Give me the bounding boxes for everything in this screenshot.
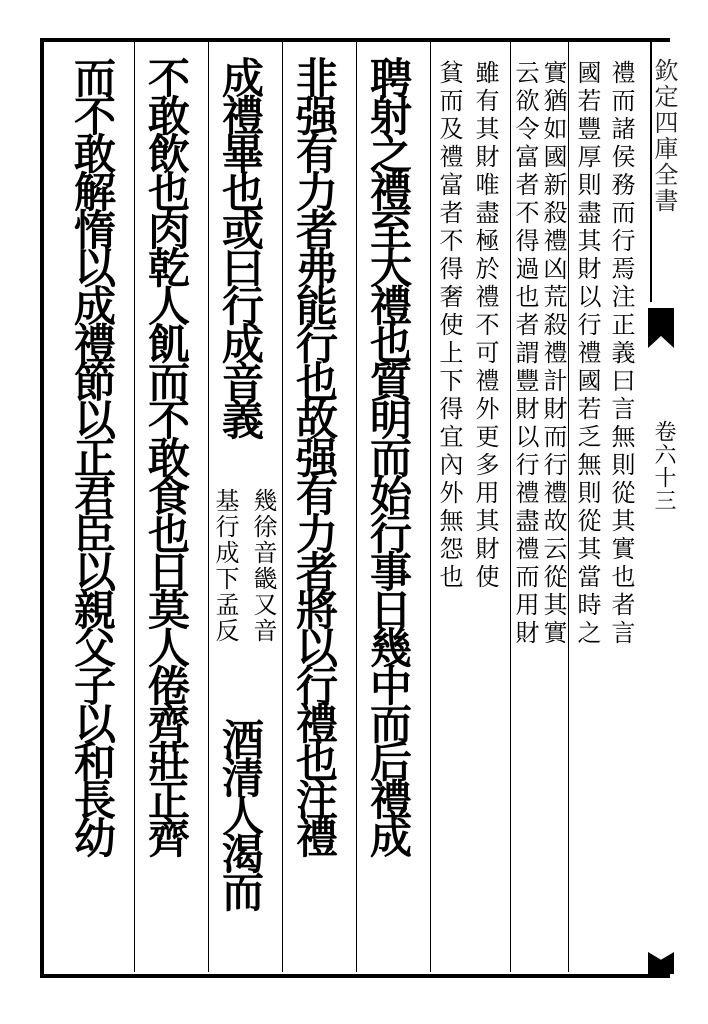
text-column-5: 雖有其財唯盡極於禮不可禮外更多用其財使: [471, 60, 499, 592]
text-column-11: 而不敢解惰以成禮節以正君臣以親父子以和長幼: [68, 56, 117, 854]
text-column-9c: 酒清人渴而: [216, 718, 265, 908]
text-column-4: 云欲令富者不得過也者謂豐財以行禮盡禮而用財: [511, 60, 539, 648]
column-rule: [356, 42, 357, 972]
column-rule: [134, 42, 135, 972]
text-column-9a: 成禮畢也或曰行成音義: [216, 56, 265, 436]
text-column-7: 聘射之禮至大禮也質明而始行事日幾中而后禮成: [364, 56, 413, 854]
library-title: 欽定四庫全書: [650, 58, 678, 214]
column-rule: [208, 42, 209, 972]
text-column-3: 實猶如國新殺禮凶荒殺禮計財而行禮故云從其實: [539, 60, 567, 648]
text-column-9b-right: 幾徐音畿又音: [249, 488, 277, 644]
text-column-2: 國若豐厚則盡其財以行禮國若乏無則從其當時之: [573, 60, 601, 648]
column-rule: [430, 42, 431, 972]
text-column-6: 貧而及禮富者不得奢使上下得宜內外無怨也: [435, 60, 463, 592]
column-rule: [282, 42, 283, 972]
text-column-9b-left: 基行成下孟反: [211, 488, 239, 644]
text-column-10: 不敢飲也肉乾人飢而不敢食也日莫人倦齊莊正齊: [142, 56, 191, 854]
column-rule: [568, 42, 569, 972]
text-column-1: 禮而諸侯務而行焉注正義曰言無則從其實也者言: [607, 60, 635, 648]
juan-number: 卷六十三: [651, 420, 676, 512]
text-column-8: 非强有力者弗能行也故强有力者將以行禮也注禮: [290, 56, 339, 854]
